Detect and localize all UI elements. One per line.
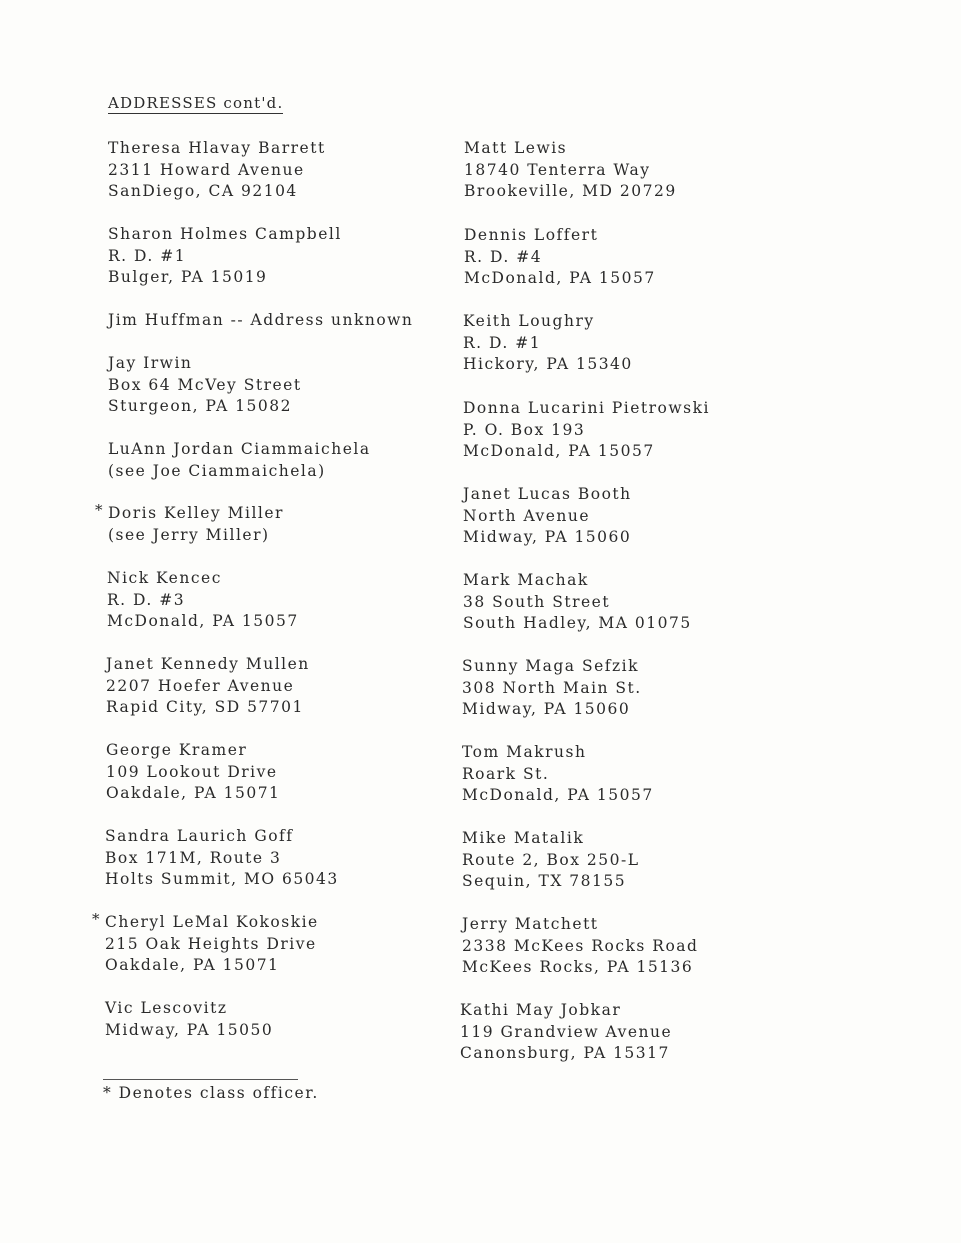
address-line: 2338 McKees Rocks Road	[462, 936, 699, 955]
address-line: LuAnn Jordan Ciammaichela	[108, 440, 371, 458]
address-line: R. D. #4	[464, 247, 543, 266]
address-line: George Kramer	[106, 741, 248, 759]
address-line: 308 North Main St.	[462, 678, 642, 697]
address-entry	[106, 654, 310, 719]
address-entry	[462, 828, 640, 893]
address-line: Roark St.	[462, 764, 550, 783]
address-line: Dennis Loffert	[464, 226, 599, 244]
address-entry	[463, 311, 633, 376]
address-line: Jim Huffman -- Address unknown	[108, 311, 414, 329]
address-entry	[108, 310, 413, 332]
address-line: Sequin, TX 78155	[462, 872, 627, 890]
address-entry	[462, 742, 654, 807]
address-line: Donna Lucarini Pietrowski	[463, 399, 710, 417]
address-entry	[108, 353, 302, 418]
address-line: Cheryl LeMal Kokoskie	[105, 913, 319, 931]
address-line: 18740 Tenterra Way	[464, 160, 651, 179]
address-entry	[462, 656, 642, 721]
address-line: Hickory, PA 15340	[463, 355, 633, 373]
address-line: Kathi May Jobkar	[460, 1001, 622, 1019]
address-line: Janet Kennedy Mullen	[106, 655, 310, 673]
address-line: Midway, PA 15060	[463, 528, 632, 546]
address-line: Vic Lescovitz	[105, 999, 228, 1017]
address-entry	[92, 910, 319, 977]
address-line: (see Jerry Miller)	[108, 525, 270, 544]
address-line: 215 Oak Heights Drive	[105, 934, 317, 953]
address-line: Midway, PA 15050	[105, 1020, 274, 1039]
address-entry	[464, 225, 656, 290]
address-line: Midway, PA 15060	[462, 700, 631, 718]
class-officer-mark: *	[92, 910, 100, 928]
address-line: Canonsburg, PA 15317	[460, 1044, 670, 1062]
address-line: Matt Lewis	[464, 139, 568, 157]
address-line: Theresa Hlavay Barrett	[108, 139, 326, 157]
address-line: Doris Kelley Miller	[108, 504, 284, 522]
address-line: 119 Grandview Avenue	[460, 1022, 673, 1041]
address-entry	[464, 138, 677, 203]
address-entry	[108, 138, 326, 203]
address-line: 2311 Howard Avenue	[108, 160, 305, 179]
address-line: McDonald, PA 15057	[107, 612, 299, 630]
address-line: 109 Lookout Drive	[106, 762, 278, 781]
address-line: McDonald, PA 15057	[463, 442, 655, 460]
address-line: North Avenue	[463, 506, 591, 525]
address-line: Sturgeon, PA 15082	[108, 397, 292, 415]
address-line: P. O. Box 193	[463, 420, 586, 439]
address-line: Mike Matalik	[462, 829, 585, 847]
address-line: Jerry Matchett	[462, 915, 599, 933]
address-line: Route 2, Box 250-L	[462, 850, 640, 869]
address-line: Brookeville, MD 20729	[464, 182, 677, 200]
address-line: McDonald, PA 15057	[464, 269, 656, 287]
address-line: Oakdale, PA 15071	[105, 956, 280, 974]
address-entry	[108, 224, 342, 289]
address-entry	[460, 1000, 672, 1065]
address-line: Janet Lucas Booth	[463, 485, 632, 503]
address-line: Bulger, PA 15019	[108, 268, 268, 286]
footnote-divider	[103, 1079, 298, 1080]
address-line: McKees Rocks, PA 15136	[462, 958, 694, 976]
footnote: * Denotes class officer.	[103, 1084, 319, 1102]
address-line: R. D. #1	[463, 333, 542, 352]
address-line: Nick Kencec	[107, 569, 222, 587]
address-line: Sandra Laurich Goff	[105, 827, 294, 845]
address-line: SanDiego, CA 92104	[108, 182, 298, 200]
address-line: Rapid City, SD 57701	[106, 698, 304, 716]
address-line: Keith Loughry	[463, 312, 595, 330]
address-entry	[463, 570, 692, 635]
class-officer-mark: *	[95, 501, 103, 519]
address-entry	[106, 740, 280, 805]
address-entry	[463, 484, 632, 549]
address-line: 2207 Hoefer Avenue	[106, 676, 295, 695]
address-line: Mark Machak	[463, 571, 589, 589]
address-entry	[95, 501, 284, 546]
address-line: McDonald, PA 15057	[462, 786, 654, 804]
address-entry	[463, 398, 710, 463]
address-entry	[462, 914, 698, 979]
address-line: Holts Summit, MO 65043	[105, 870, 339, 888]
address-line: Sharon Holmes Campbell	[108, 225, 342, 243]
address-line: R. D. #3	[107, 590, 186, 609]
address-entry	[105, 826, 339, 891]
address-entry	[108, 439, 371, 482]
address-entry	[107, 568, 299, 633]
address-line: South Hadley, MA 01075	[463, 614, 692, 632]
address-line: 38 South Street	[463, 592, 611, 611]
address-line: (see Joe Ciammaichela)	[108, 461, 326, 480]
address-line: Sunny Maga Sefzik	[462, 657, 639, 675]
page-heading: ADDRESSES cont'd.	[108, 94, 284, 112]
address-line: Box 171M, Route 3	[105, 848, 282, 867]
address-line: Box 64 McVey Street	[108, 375, 302, 394]
address-line: Jay Irwin	[108, 354, 193, 372]
address-entry	[105, 998, 273, 1041]
address-line: R. D. #1	[108, 246, 187, 265]
address-line: Oakdale, PA 15071	[106, 784, 281, 802]
address-line: Tom Makrush	[462, 743, 587, 761]
